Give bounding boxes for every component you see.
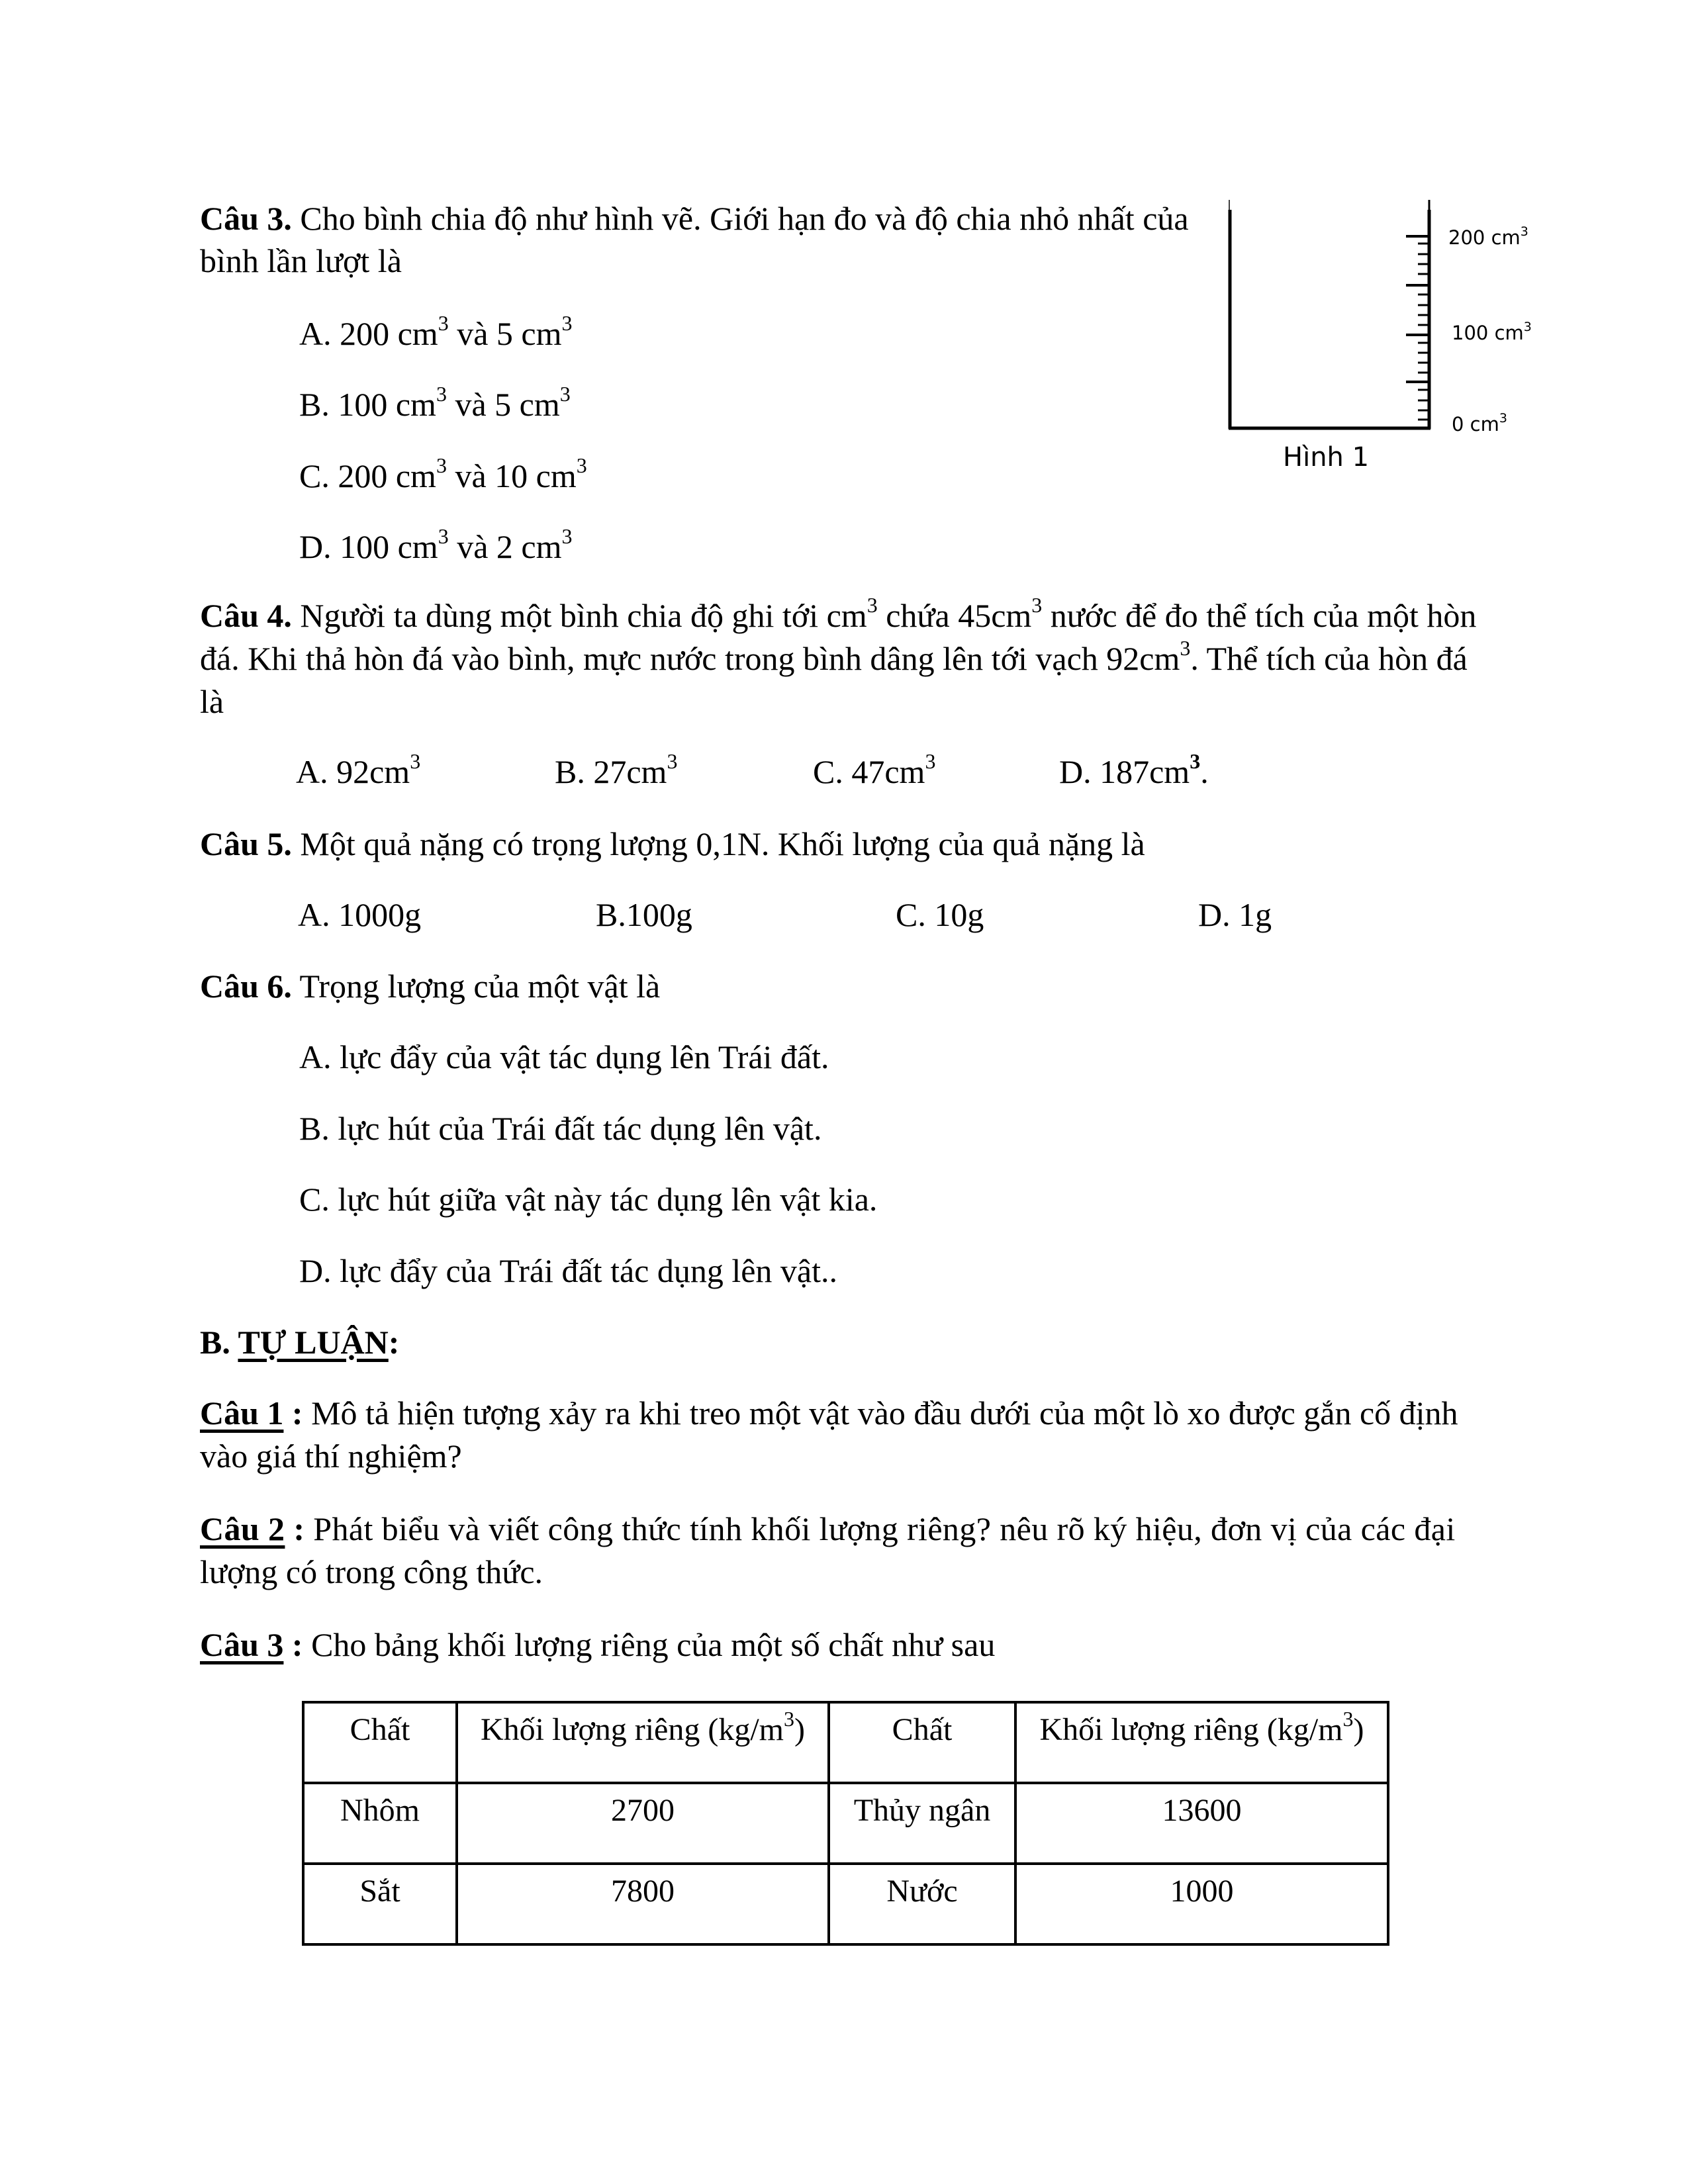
table-header-cell: Khối lượng riêng $(kg/m^3)$ [1015,1702,1388,1783]
q6-option-a: A. lực đẩy của vật tác dụng lên Trái đất. [299,1038,829,1075]
essay-q1-line2: vào giá thí nghiệm? [200,1437,462,1475]
table-header-cell: Chất [829,1702,1015,1783]
q5-option-c: C. 10g [896,896,984,933]
essay-q2-line2: lượng có trong công thức. [200,1553,543,1590]
q4-line1: Câu 4. Người ta dùng một bình chia độ ghi tới $cm^3$ chứa $45cm^3$ nước để đo thể tích của một hòn [200,593,1477,634]
q3-option-a: A. 200 $cm^3$ và 5 $cm^3$ [299,311,573,352]
q6-option-c: C. lực hút giữa vật này tác dụng lên vật kia. [299,1181,878,1218]
table-cell: 2700 [457,1783,829,1864]
table-header-cell: Chất [303,1702,457,1783]
q4-label: Câu 4. [200,597,292,634]
q6-line1: Câu 6. Trọng lượng của một vật là [200,968,661,1005]
table-cell: Sắt [303,1864,457,1944]
figure-caption: Hình 1 [1283,442,1370,473]
q5-label: Câu 5. [200,825,292,862]
q4-option-b: B. $27cm^3$ [555,749,678,790]
q3-line2: bình lần lượt là [200,242,402,279]
table-cell: 1000 [1015,1864,1388,1944]
essay-q1-label: Câu 1 [200,1394,284,1432]
table-header-row [303,1702,1388,1783]
scale-label-200: 200 $cm^3$ [1448,224,1528,249]
q4-line3: là [200,683,224,720]
essay-q3-label: Câu 3 [200,1626,284,1663]
table-cell: 13600 [1015,1783,1388,1864]
q3-option-d: D. 100 $cm^3$ và 2 $cm^3$ [299,524,573,565]
essay-q2-label: Câu 2 [200,1510,285,1547]
table-cell: 7800 [457,1864,829,1944]
q5-option-a: A. 1000g [298,896,422,933]
q3-text: Cho bình chia độ như hình vẽ. Giới hạn đo và độ chia nhỏ nhất của [291,200,1189,237]
scale-label-100: 100 $cm^3$ [1452,320,1532,344]
table-cell: Thủy ngân [829,1783,1015,1864]
q3-label: Câu 3. [200,200,292,237]
q6-label: Câu 6. [200,968,292,1005]
essay-q1-line1: Câu 1 : Mô tả hiện tượng xảy ra khi treo một vật vào đầu dưới của một lò xo được gắn cố định [200,1394,1458,1432]
q4-line2: đá. Khi thả hòn đá vào bình, mực nước trong bình dâng lên tới vạch $92cm^3$. Thể tích của hòn đá [200,636,1468,677]
q4-option-a: A. $92cm^3$ [296,749,421,790]
essay-q2-line1: Câu 2 : Phát biểu và viết công thức tính khối lượng riêng? nêu rõ ký hiệu, đơn vị của các đại [200,1510,1456,1547]
q3-option-c: C. 200 $cm^3$ và 10 $cm^3$ [299,453,587,494]
essay-q3-line1: Câu 3 : Cho bảng khối lượng riêng của một số chất như sau [200,1626,996,1663]
table-row [303,1783,1388,1864]
q6-option-b: B. lực hút của Trái đất tác dụng lên vật. [299,1110,822,1147]
q5-option-b: B.100g [596,896,692,933]
table-cell: Nước [829,1864,1015,1944]
q3-option-b: B. 100 $cm^3$ và 5 $cm^3$ [299,382,571,423]
q6-option-d: D. lực đẩy của Trái đất tác dụng lên vật.. [299,1252,838,1289]
q4-option-d: D. $187cm^3$. [1059,749,1209,790]
q5-line1: Câu 5. Một quả nặng có trọng lượng 0,1N. Khối lượng của quả nặng là [200,825,1145,862]
scale-label-0: 0 $cm^3$ [1452,411,1507,435]
section-heading-essay: B. TỰ LUẬN: [200,1324,400,1361]
density-table [302,1701,1389,1946]
q5-option-d: D. 1g [1198,896,1272,933]
q3-line1 [200,199,1189,238]
table-row [303,1864,1388,1944]
q4-option-c: C. $47cm^3$ [813,749,936,790]
table-header-cell: Khối lượng riêng $(kg/m^3)$ [457,1702,829,1783]
table-cell: Nhôm [303,1783,457,1864]
